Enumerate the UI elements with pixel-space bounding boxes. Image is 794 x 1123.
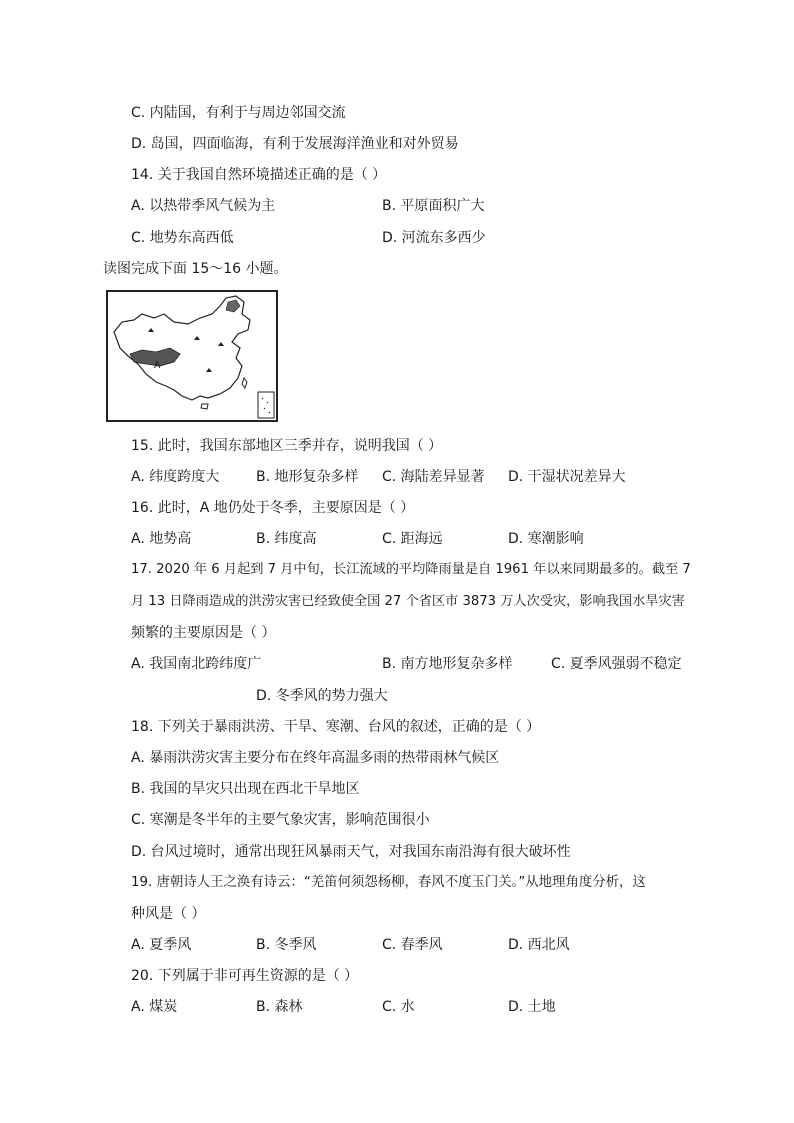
q19-line-1: 19. 唐朝诗人王之涣有诗云：“羌笛何须怨杨柳，春风不度玉门关。”从地理角度分析，这	[131, 875, 646, 890]
taiwan-outline	[242, 378, 247, 388]
south-sea-islands	[262, 398, 270, 413]
q18-stem: 18. 下列关于暴雨洪涝、干旱、寒潮、台风的叙述，正确的是（ ）	[131, 719, 541, 735]
q14-option-d: D. 河流东多西少	[382, 230, 486, 246]
q18-option-b: B. 我国的旱灾只出现在西北干旱地区	[131, 781, 360, 797]
q17-option-d: D. 冬季风的势力强大	[256, 688, 388, 704]
china-outline	[114, 296, 250, 400]
q18-option-d: D. 台风过境时，通常出现狂风暴雨天气，对我国东南沿海有很大破坏性	[131, 844, 571, 860]
q15-option-a: A. 纬度跨度大	[131, 469, 220, 485]
map-mark-2	[194, 336, 200, 340]
q19-option-c: C. 春季风	[382, 937, 443, 953]
q18-option-c: C. 寒潮是冬半年的主要气象灾害，影响范围很小	[131, 812, 430, 828]
q13-option-d: D. 岛国，四面临海，有利于发展海洋渔业和对外贸易	[131, 136, 459, 152]
q17-line-1: 17. 2020 年 6 月起到 7 月中旬，长江流域的平均降雨量是自 1961 年以来同期最多的。截至 7	[131, 562, 691, 577]
q19-option-a: A. 夏季风	[131, 937, 192, 953]
q15-option-d: D. 干湿状况差异大	[508, 469, 626, 485]
instruction: 读图完成下面 15～16 小题。	[103, 261, 288, 277]
q20-option-c: C. 水	[382, 999, 415, 1015]
map-mark-1	[148, 328, 154, 332]
q20-stem: 20. 下列属于非可再生资源的是（ ）	[131, 968, 359, 984]
q14-stem: 14. 关于我国自然环境描述正确的是（ ）	[131, 167, 387, 183]
q15-option-c: C. 海陆差异显著	[382, 469, 485, 485]
q16-option-c: C. 距海远	[382, 531, 443, 547]
q17-line-3: 频繁的主要原因是（ ）	[131, 625, 276, 641]
q17-option-a: A. 我国南北跨纬度广	[131, 656, 262, 672]
q17-line-2: 月 13 日降雨造成的洪涝灾害已经致使全国 27 个省区市 3873 万人次受灾，影响我国水旱灾害	[131, 594, 685, 609]
q18-option-a: A. 暴雨洪涝灾害主要分布在终年高温多雨的热带雨林气候区	[131, 750, 500, 766]
q16-stem: 16. 此时，A 地仍处于冬季，主要原因是（ ）	[131, 500, 415, 516]
q13-option-c: C. 内陆国，有利于与周边邻国交流	[131, 105, 346, 121]
q20-option-d: D. 土地	[508, 999, 556, 1015]
map-mark-4	[206, 368, 212, 372]
shaded-region-northeast	[226, 300, 240, 312]
map-label-a: A	[154, 361, 161, 371]
china-map-figure	[106, 290, 278, 422]
q16-option-a: A. 地势高	[131, 531, 192, 547]
q16-option-d: D. 寒潮影响	[508, 531, 584, 547]
q17-option-b: B. 南方地形复杂多样	[382, 656, 513, 672]
q15-stem: 15. 此时，我国东部地区三季并存，说明我国（ ）	[131, 438, 443, 454]
q20-option-b: B. 森林	[256, 999, 303, 1015]
q14-option-b: B. 平原面积广大	[382, 198, 485, 214]
china-map-graphic	[108, 292, 276, 420]
q15-option-b: B. 地形复杂多样	[256, 469, 359, 485]
q20-option-a: A. 煤炭	[131, 999, 178, 1015]
hainan-outline	[201, 404, 208, 409]
q17-option-c: C. 夏季风强弱不稳定	[551, 656, 682, 672]
q19-line-2: 种风是（ ）	[131, 906, 206, 922]
q19-option-b: B. 冬季风	[256, 937, 317, 953]
south-sea-inset	[258, 392, 274, 418]
q14-option-a: A. 以热带季风气候为主	[131, 198, 276, 214]
q16-option-b: B. 纬度高	[256, 531, 317, 547]
q14-option-c: C. 地势东高西低	[131, 230, 234, 246]
map-mark-3	[218, 342, 224, 346]
q19-option-d: D. 西北风	[508, 937, 570, 953]
